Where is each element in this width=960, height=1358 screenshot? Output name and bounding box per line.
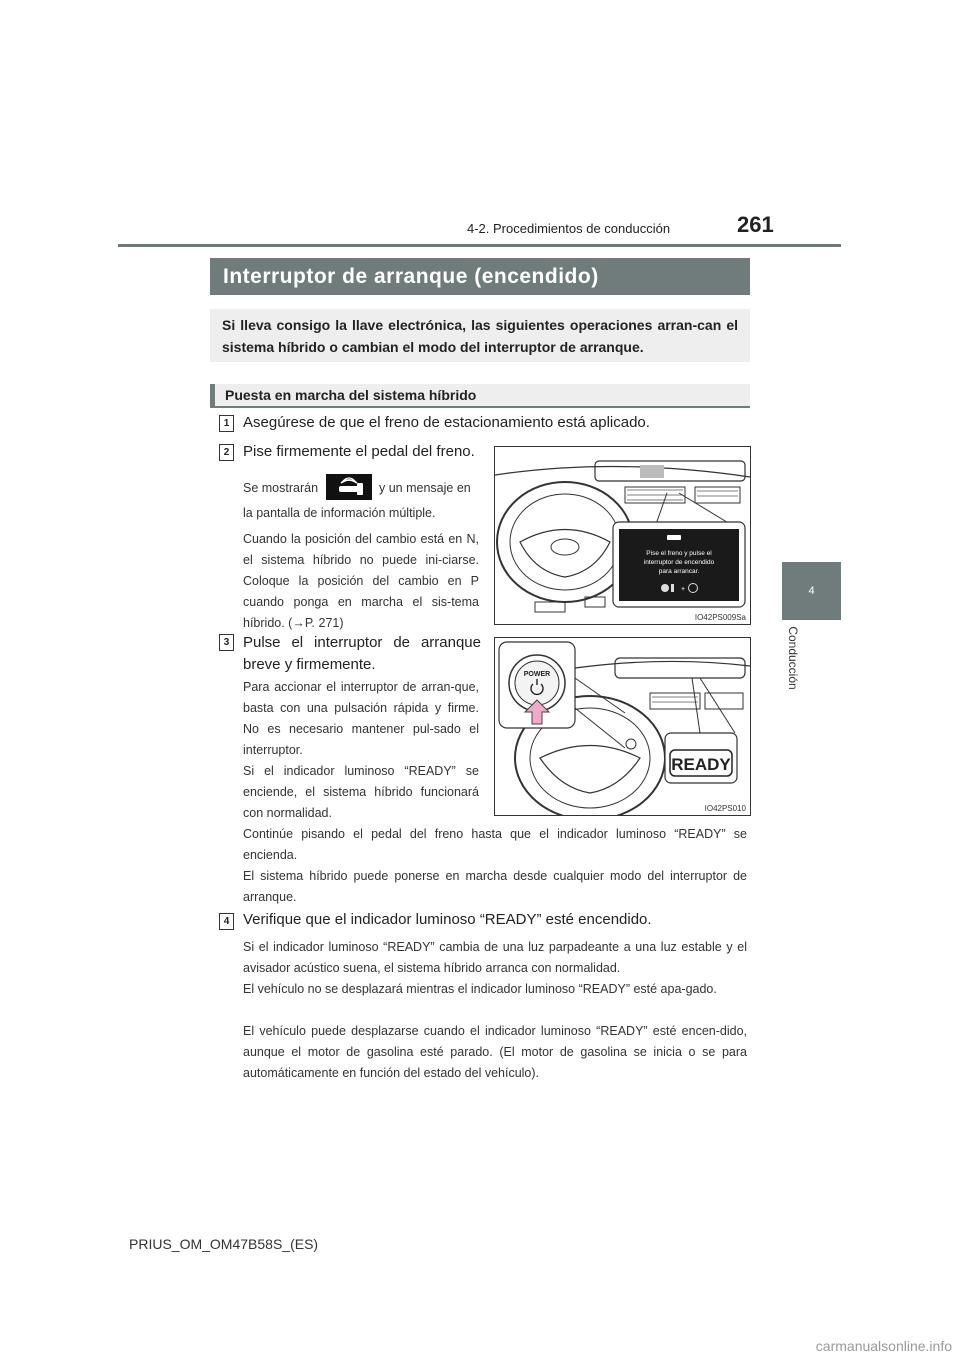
svg-text:+: + (681, 586, 686, 593)
figure-power-button (494, 637, 751, 816)
chapter-label: Conducción (786, 626, 800, 690)
step-2-para-2: Cuando la posición del cambio está en N, el sistema híbrido no puede ini-ciarse. Coloque la posición del cambio en P cuando ponga en marcha el sis-tema híbrido. (→P. 271) (243, 532, 479, 630)
step-3-para-1: Para accionar el interruptor de arran-que, basta con una pulsación rápida y firme. No es necesario mantener pul-sado el interruptor. (243, 680, 479, 757)
power-button-illustration (495, 638, 750, 815)
step-4-para-2: El vehículo no se desplazará mientras el indicador luminoso “READY” esté apa-gado. (243, 982, 717, 996)
header-rule (118, 244, 841, 247)
figure-2-code: IO42PS010 (704, 804, 746, 813)
intro-text: Si lleva consigo la llave electrónica, las siguientes operaciones arran-can el sistema híbrido o cambian el modo del interruptor de arranque. (222, 317, 738, 355)
document-code: PRIUS_OM_OM47B58S_(ES) (129, 1236, 319, 1252)
key-warning-svg (326, 474, 372, 500)
watermark: carmanualsonline.info (815, 1338, 952, 1354)
step-number-2: 2 (219, 444, 234, 461)
step-2-para-1-line2: la pantalla de información múltiple. (243, 506, 436, 520)
key-warning-icon (326, 474, 372, 500)
step-2-para-1 (243, 475, 483, 502)
step-2-para-1-before: Se mostrarán (243, 481, 319, 495)
step-1-text: Asegúrese de que el freno de estacionamiento está aplicado. (243, 414, 650, 431)
chapter-tab[interactable] (782, 562, 841, 620)
step-2-text: Pise firmemente el pedal del freno. (243, 443, 475, 460)
intro-box (210, 309, 750, 362)
step-3-para-4: El sistema híbrido puede ponerse en marcha desde cualquier modo del interruptor de arranque. (243, 869, 747, 904)
figure-1-code: IO42PS009Sa (694, 613, 746, 622)
subheading-text: Puesta en marcha del sistema híbrido (225, 387, 477, 403)
step-3-text: Pulse el interruptor de arranque breve y firmemente. (243, 634, 481, 673)
step-2-para-1-after: y un mensaje en (379, 481, 471, 495)
ready-indicator: READY (671, 755, 731, 774)
step-number-3: 3 (219, 634, 234, 651)
screen-line-3: para arrancar. (658, 568, 700, 575)
chapter-number: 4 (808, 585, 815, 597)
page-number: 261 (737, 212, 774, 237)
screen-line-1: Pise el freno y pulse el (646, 550, 712, 557)
page-title-bar (210, 258, 750, 295)
dashboard-illustration (495, 447, 750, 624)
step-3-para-3: Continúe pisando el pedal del freno hasta que el indicador luminoso “READY” se encienda. (243, 827, 747, 862)
step-4-text: Verifique que el indicador luminoso “READY” esté encendido. (243, 911, 652, 928)
page-title: Interruptor de arranque (encendido) (223, 265, 599, 288)
step-4-para-1: Si el indicador luminoso “READY” cambia de una luz parpadeante a una luz estable y el avisador acústico suena, el sistema híbrido arranca con normalidad. (243, 940, 747, 975)
section-reference: 4-2. Procedimientos de conducción (467, 221, 671, 236)
step-3-para-2: Si el indicador luminoso “READY” se enciende, el sistema híbrido funcionará con normalidad. (243, 764, 479, 820)
screen-line-2: interruptor de encendido (643, 559, 715, 566)
subheading (210, 384, 750, 408)
figure-dashboard-message (494, 446, 751, 625)
step-number-4: 4 (219, 913, 234, 930)
step-4-para-3: El vehículo puede desplazarse cuando el indicador luminoso “READY” esté encen-dido, aunque el motor de gasolina esté parado. (El motor de gasolina se inicia o se para automáticamente en función del estado del vehículo). (243, 1024, 747, 1080)
power-button-label: POWER (523, 671, 551, 678)
step-number-1: 1 (219, 415, 234, 432)
